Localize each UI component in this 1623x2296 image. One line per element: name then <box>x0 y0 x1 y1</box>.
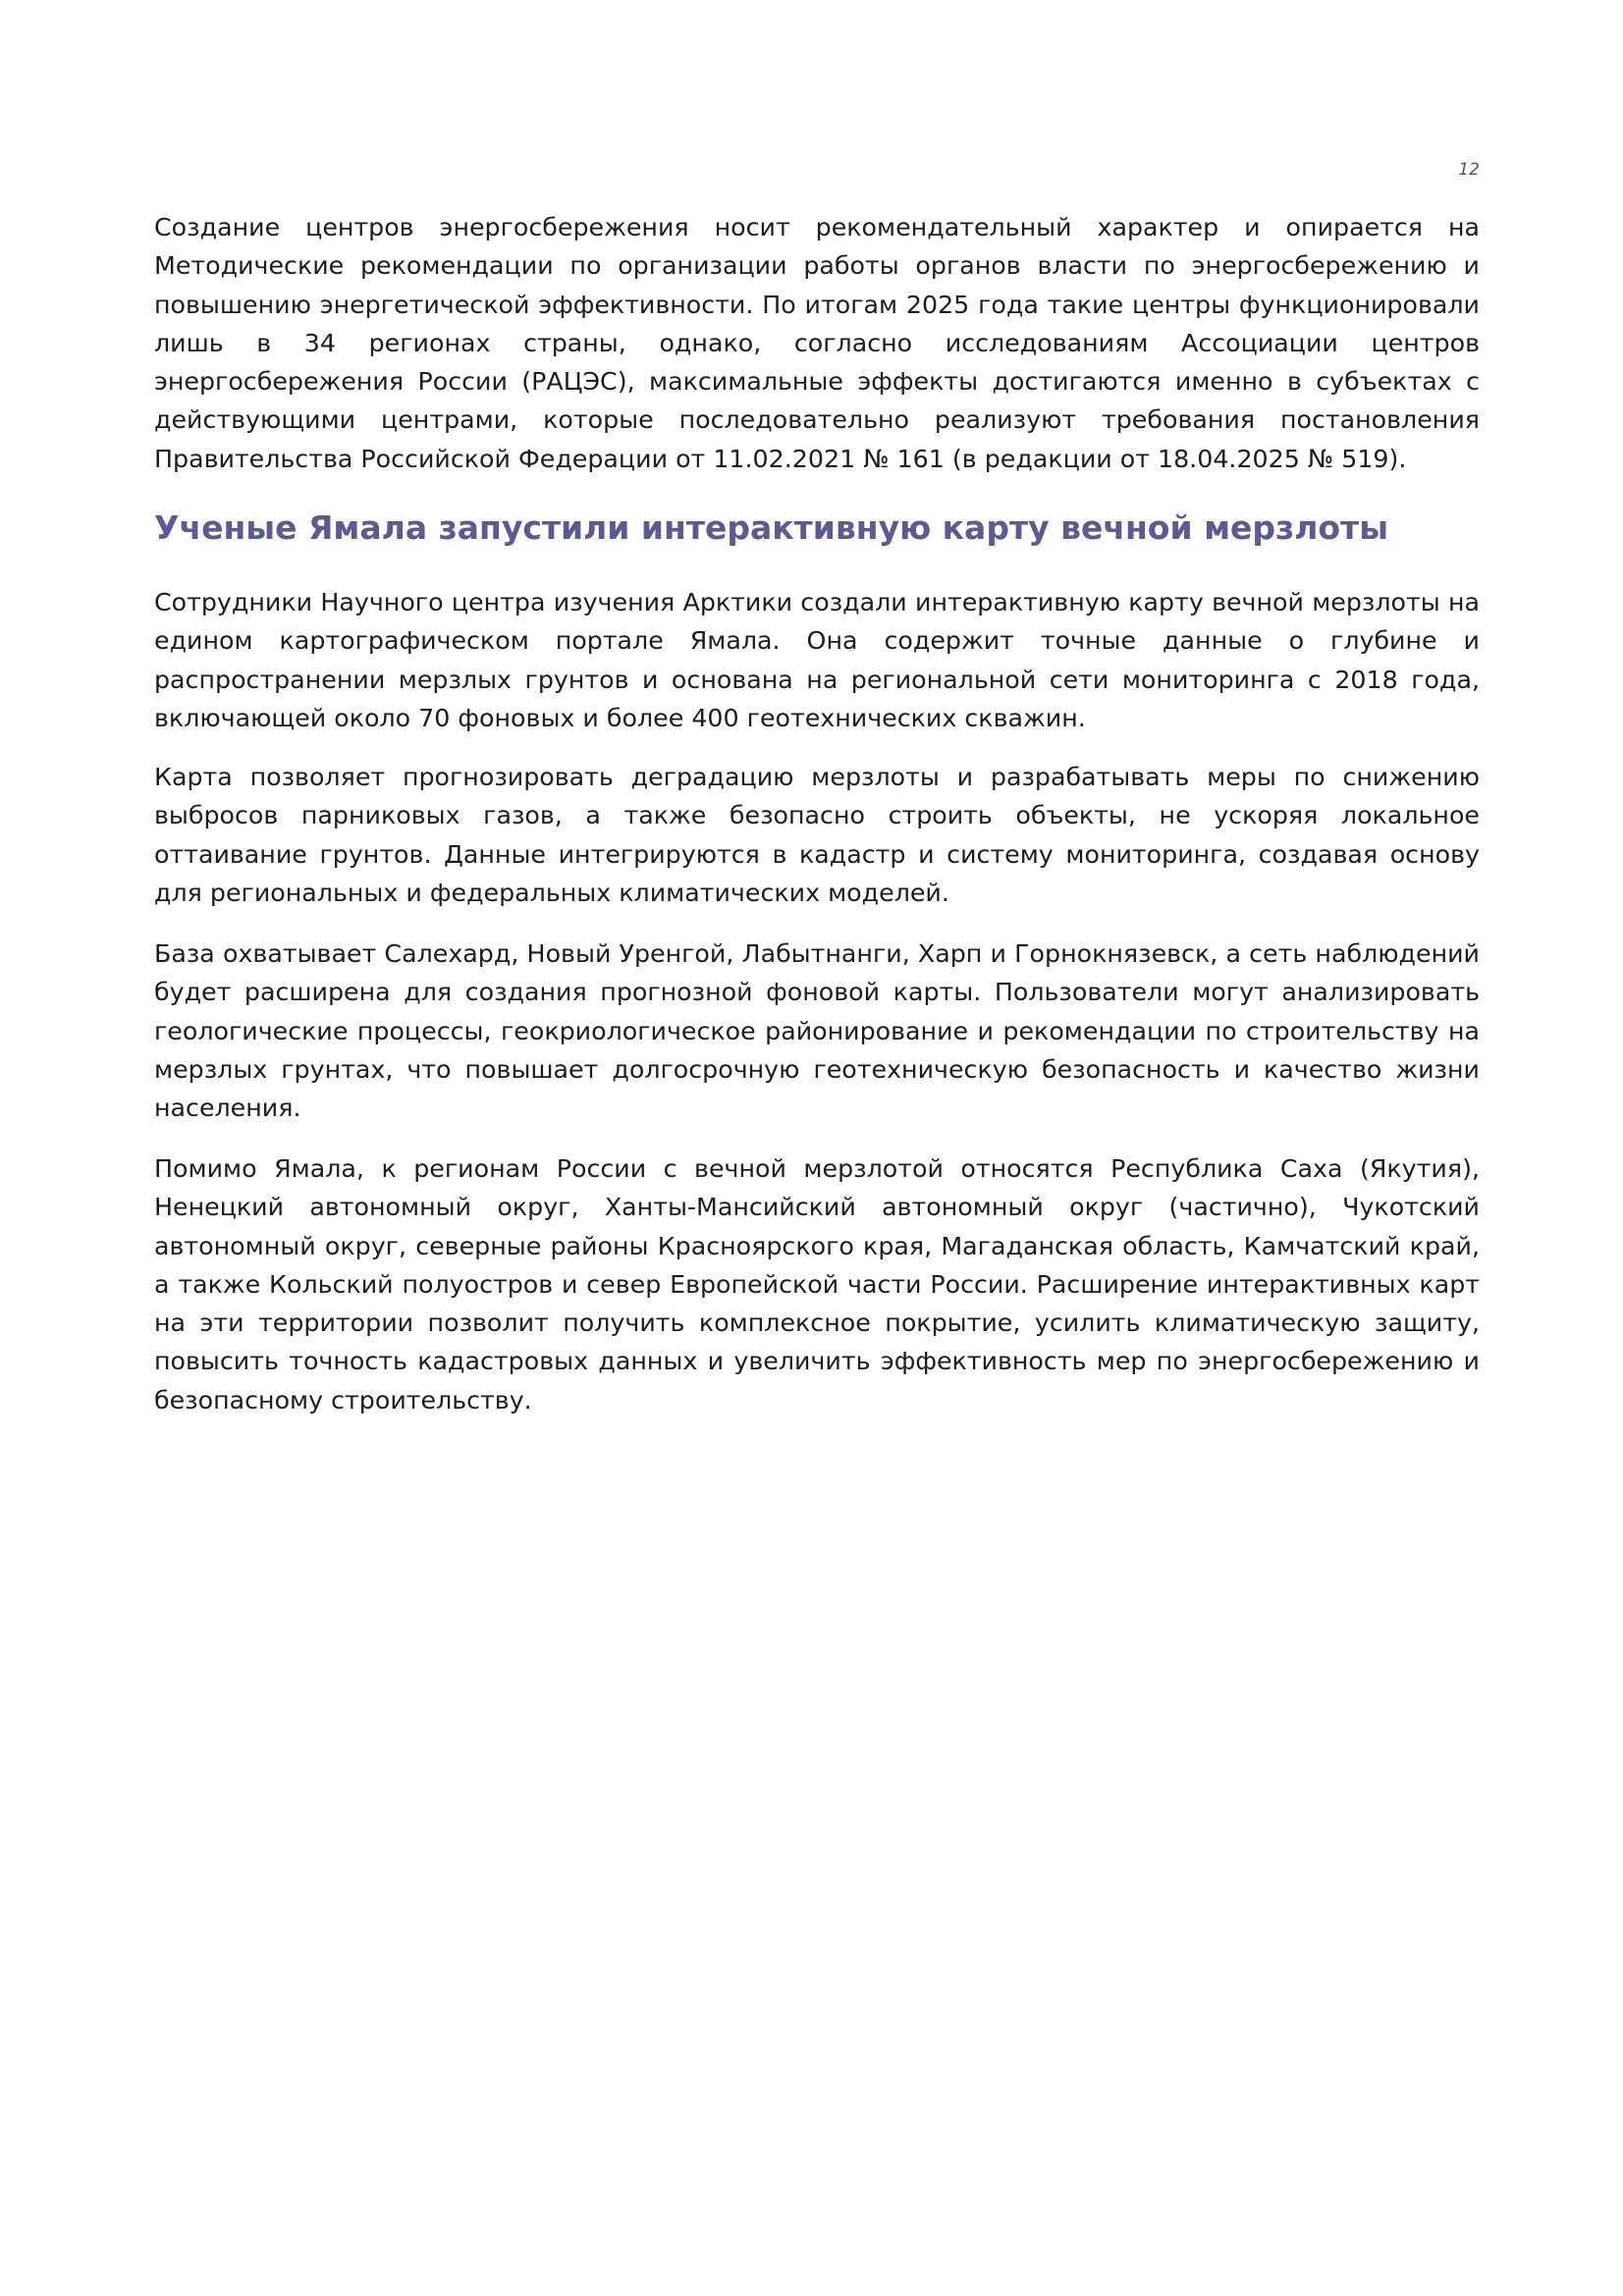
page-number: 12 <box>1458 160 1480 180</box>
section-heading: Ученые Ямала запустили интерактивную карту вечной мерзлоты <box>154 508 1389 547</box>
body-paragraph: Помимо Ямала, к регионам России с вечной мерзлотой относятся Республика Саха (Якутия), Ненецкий автономный округ, Ханты-Мансийский автономный округ (частично), Чукотский автономный округ, северные районы Красноярского края, Магаданская область, Камчатский край, а также Кольский полуостров и север Европейской части России. Расширение интерактивных карт на эти территории позволит получить комплексное покрытие, усилить климатическую защиту, повысить точность кадастровых данных и увеличить эффективность мер по энергосбережению и безопасному строительству. <box>154 1154 1480 1415</box>
body-paragraph: Сотрудники Научного центра изучения Арктики создали интерактивную карту вечной мерзлоты на едином картографическом портале Ямала. Она содержит точные данные о глубине и распространении мерзлых грунтов и основана на региональной сети мониторинга с 2018 года, включающей около 70 фоновых и более 400 геотехнических скважин. <box>154 588 1480 732</box>
body-paragraph-intro: Создание центров энергосбережения носит рекомендательный характер и опирается на Методические рекомендации по организации работы органов власти по энергосбережению и повышению энергетической эффективности. По итогам 2025 года такие центры функционировали лишь в 34 регионах страны, однако, согласно исследованиям Ассоциации центров энергосбережения России (РАЦЭС), максимальные эффекты достигаются именно в субъектах с действующими центрами, которые последовательно реализуют требования постановления Правительства Российской Федерации от 11.02.2021 № 161 (в редакции от 18.04.2025 № 519). <box>154 213 1480 473</box>
body-paragraph: Карта позволяет прогнозировать деградацию мерзлоты и разрабатывать меры по снижению выбросов парниковых газов, а также безопасно строить объекты, не ускоряя локальное оттаивание грунтов. Данные интегрируются в кадастр и систему мониторинга, создавая основу для региональных и федеральных климатических моделей. <box>154 763 1480 907</box>
body-paragraph: База охватывает Салехард, Новый Уренгой, Лабытнанги, Харп и Горнокнязевск, а сеть наблюдений будет расширена для создания прогнозной фоновой карты. Пользователи могут анализировать геологические процессы, геокриологическое районирование и рекомендации по строительству на мерзлых грунтах, что повышает долгосрочную геотехническую безопасность и качество жизни населения. <box>154 939 1480 1123</box>
